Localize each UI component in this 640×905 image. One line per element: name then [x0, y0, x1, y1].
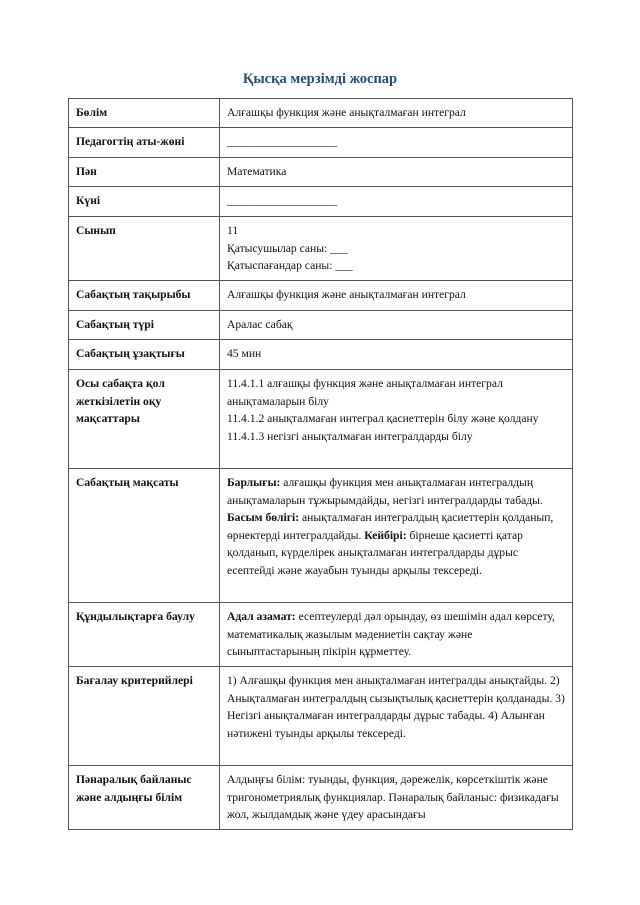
row-label: Пән: [69, 158, 220, 187]
row-value: 11.4.1.1 алғашқы функция және анықталмаған интеграл анықтамаларын білу 11.4.1.2 анықталмаған интеграл қасиеттерін білу және қолдану 11.4.1.3 негізгі анықталмаған интегралдарды білу: [220, 370, 573, 469]
table-row: [69, 128, 573, 158]
table-row: [69, 281, 573, 311]
table-row: [69, 469, 573, 603]
table-row: [69, 187, 573, 217]
row-label: Бағалау критерийлері: [69, 667, 220, 766]
row-value: ___________________: [220, 187, 573, 217]
table-row: [69, 158, 573, 187]
table-row: [69, 217, 573, 281]
row-value: Математика: [220, 158, 573, 187]
row-value: Алғашқы функция және анықталмаған интеграл: [220, 281, 573, 311]
table-row: [69, 370, 573, 469]
row-value: Барлығы: алғашқы функция мен анықталмаған интегралдың анықтамаларын тұжырымдайды, негізгі интегралдарды табады. Басым бөлігі: анықталмаған интегралдың қасиеттерін қолданып, өрнектерді интегралдайды. Кейбірі: бірнеше қасиетті қатар қолданып, күрделірек анықталмаған интегралдарды дұрыс есептейді және жауабын туынды арқылы тексереді.: [220, 469, 573, 603]
table-row: [69, 99, 573, 128]
row-value: 45 мин: [220, 340, 573, 370]
table-row: [69, 667, 573, 766]
row-label: Сабақтың ұзақтығы: [69, 340, 220, 370]
row-label: Осы сабақта қол жеткізілетін оқу мақсаттары: [69, 370, 220, 469]
row-value: Адал азамат: есептеулерді дәл орындау, өз шешімін адал көрсету, математикалық жазылым мәдениетін сақтау және сыныптастарының пікірін құрметтеу.: [220, 603, 573, 667]
table-row: [69, 766, 573, 830]
row-label: Бөлім: [69, 99, 220, 128]
row-label: Педагогтің аты-жөні: [69, 128, 220, 158]
row-value: Алғашқы функция және анықталмаған интеграл: [220, 99, 573, 128]
row-label: Пәнаралық байланыс және алдыңғы білім: [69, 766, 220, 830]
row-label: Сабақтың тақырыбы: [69, 281, 220, 311]
table-row: [69, 603, 573, 667]
row-label: Сабақтың түрі: [69, 311, 220, 340]
row-value: 1) Алғашқы функция мен анықталмаған интегралды анықтайды. 2) Анықталмаған интегралдың сызықтылық қасиеттерін қолданады. 3) Негізгі анықталмаған интегралдарды дұрыс табады. 4) Алынған нәтижені туынды арқылы тексереді.: [220, 667, 573, 766]
row-label: Сабақтың мақсаты: [69, 469, 220, 603]
lesson-plan-table: [68, 98, 573, 830]
row-label: Күні: [69, 187, 220, 217]
row-label: Құндылықтарға баулу: [69, 603, 220, 667]
row-value: Алдыңғы білім: туынды, функция, дәрежелік, көрсеткіштік және тригонометриялық функциялар. Пәнаралық байланыс: физикадағы жол, жылдамдық және үдеу арасындағы: [220, 766, 573, 830]
page-title: Қысқа мерзімді жоспар: [242, 71, 398, 87]
row-label: Сынып: [69, 217, 220, 281]
row-value: ___________________: [220, 128, 573, 158]
table-row: [69, 340, 573, 370]
row-value: 11 Қатысушылар саны: ___ Қатыспағандар саны: ___: [220, 217, 573, 281]
row-value: Аралас сабақ: [220, 311, 573, 340]
table-row: [69, 311, 573, 340]
